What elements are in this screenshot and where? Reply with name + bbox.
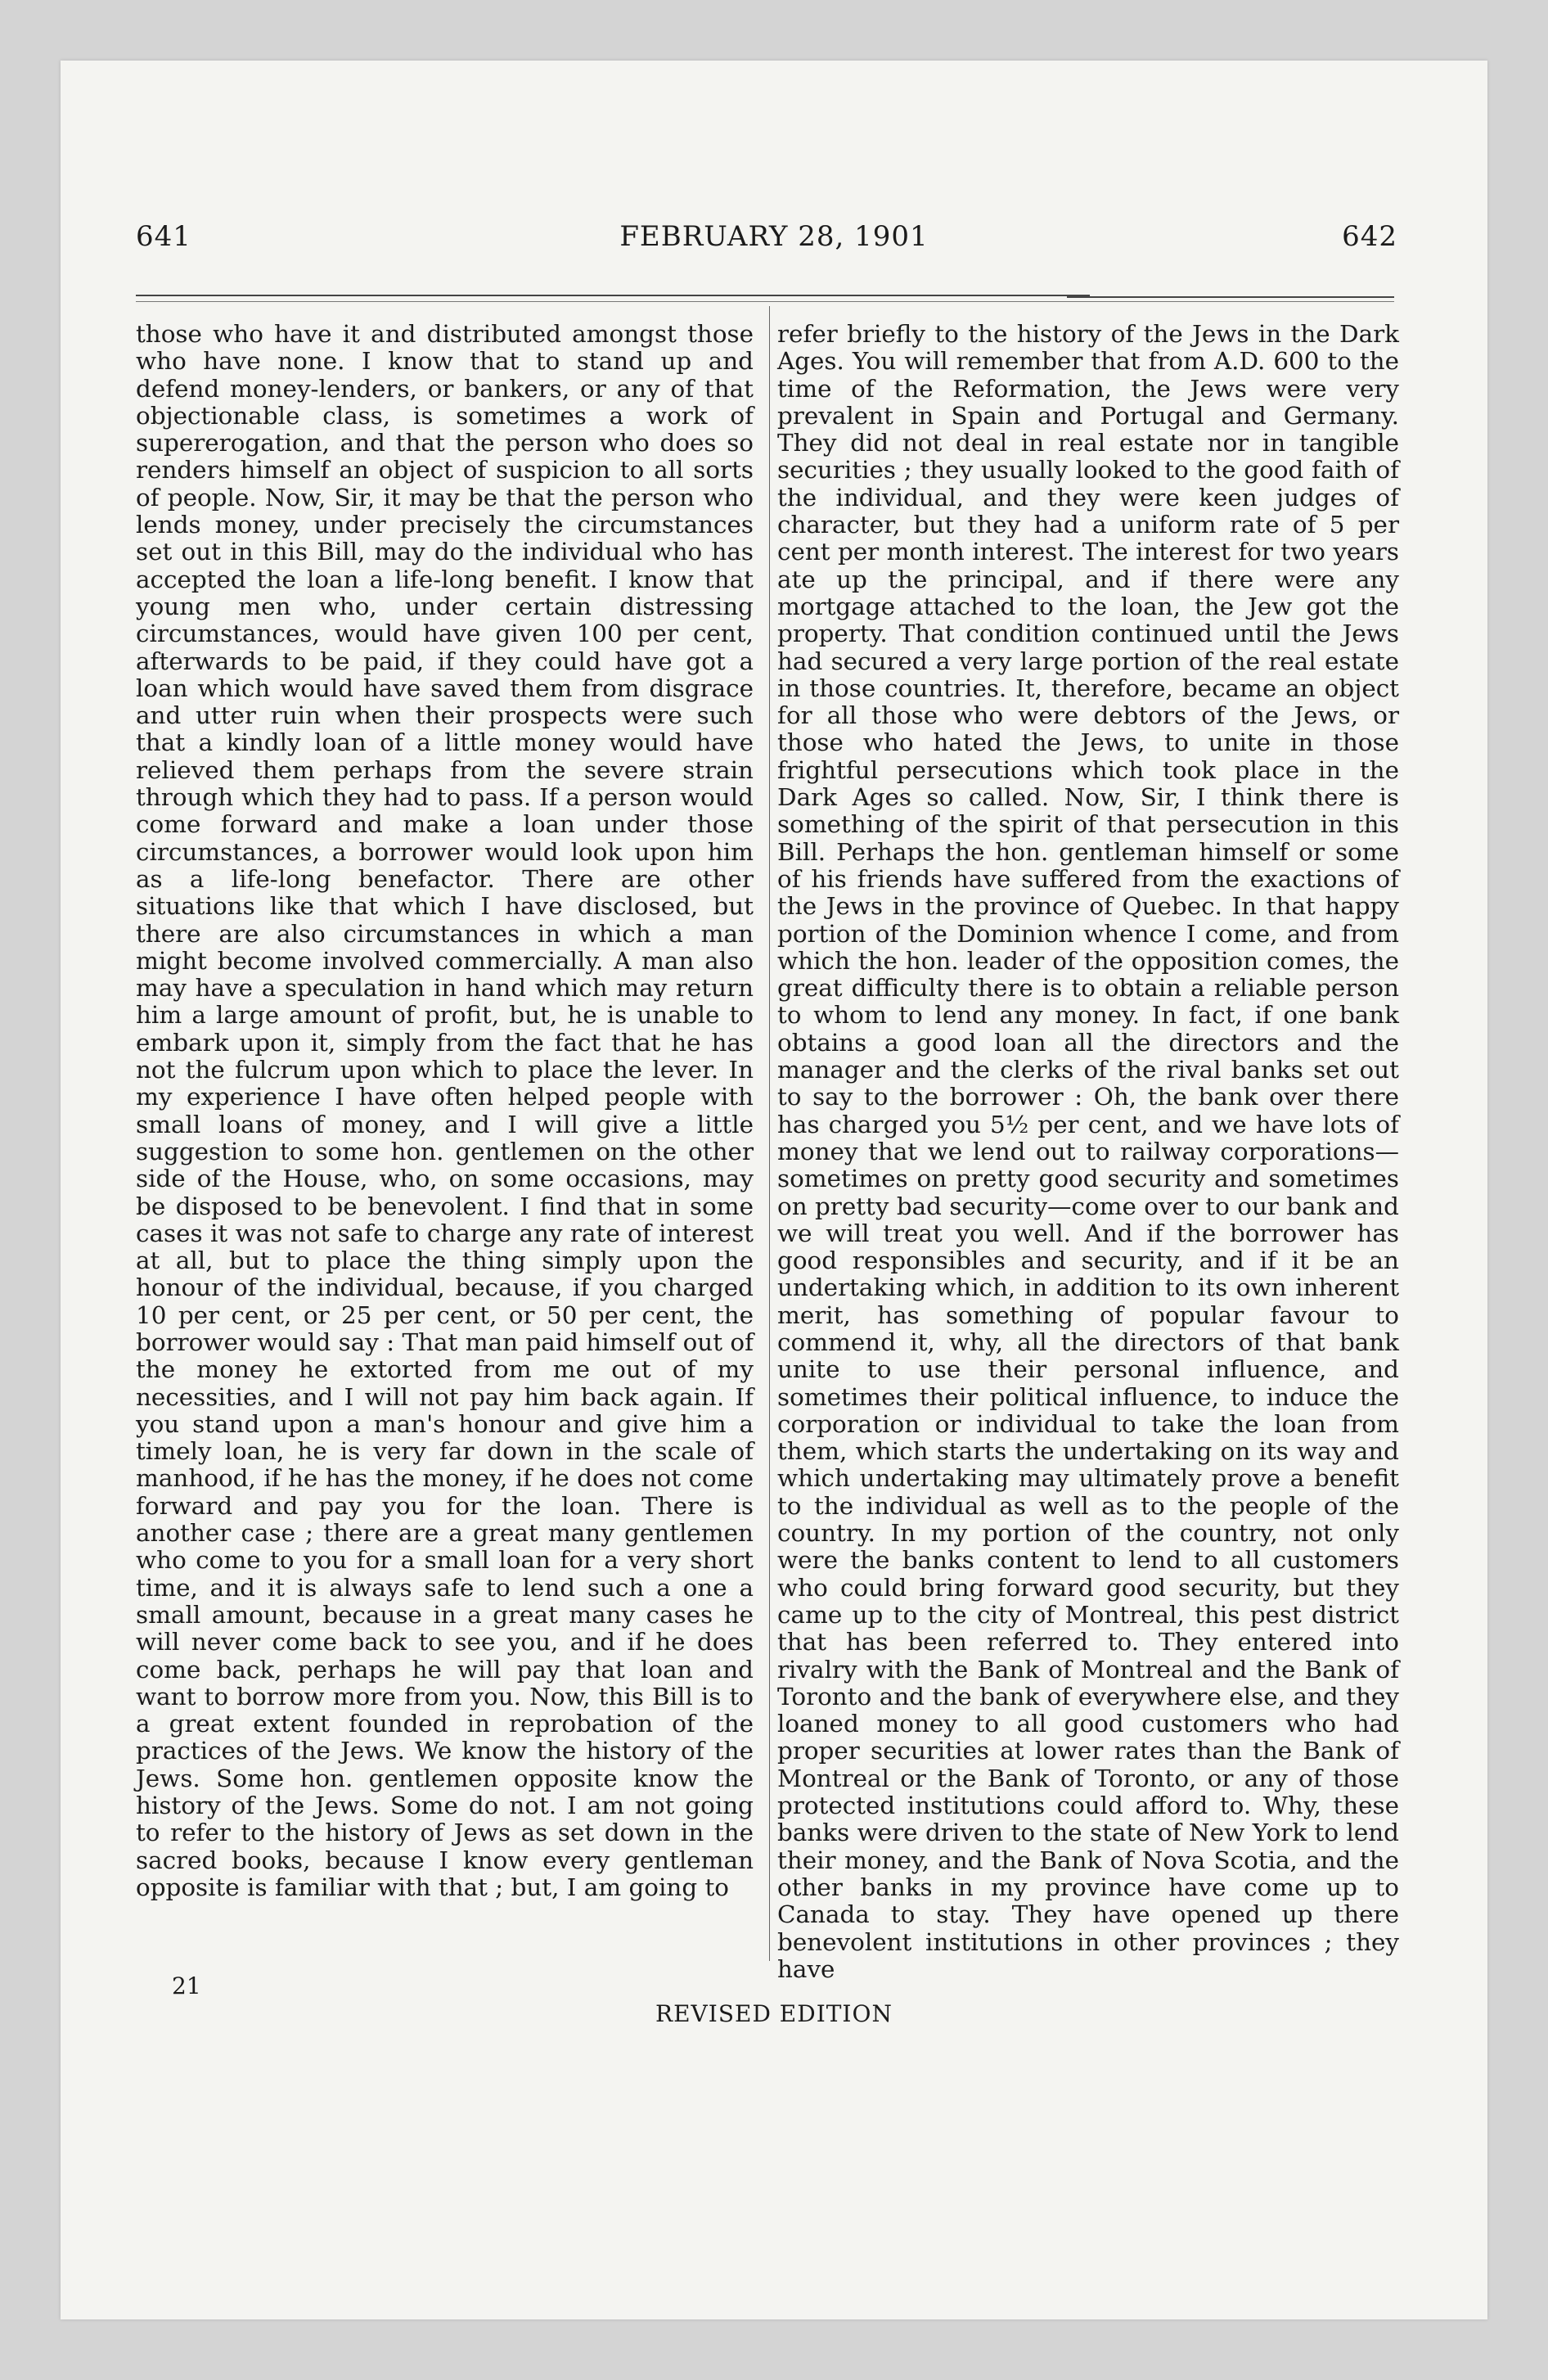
left-column-text: those who have it and distributed amongst those who have none. I know that to stand up and defend money-lenders, or bankers, or any of that objectionable class, is sometimes a work of supererogation, and that the person who does so renders himself an object of suspicion to all sorts of people. Now, Sir, it may be that the person who lends money, under precisely the circumstances set out in this Bill, may do the individual who has accepted the loan a life-long benefit. I know that young men who, under certain distressing circumstances, would have given 100 per cent, afterwards to be paid, if they could have got a loan which would have saved them from disgrace and utter ruin when their prospects were such that a kindly loan of a little money would have relieved them perhaps from the severe strain through which they had to pass. If a person would come forward and make a loan under those circumstances, a borrower would look upon him as a life-long benefactor. There are other situations like that which I have disclosed, but there are also circumstances in which a man might become involved commercially. A man also may have a speculation in hand which may return him a large amount of profit, but, he is unable to embark upon it, simply from the fact that he has not the fulcrum upon which to place the lever. In my experience I have often helped people with small loans of money, and I will give a little suggestion to some hon. gentlemen on the other side of the House, who, on some occasions, may be disposed to be benevolent. I find that in some cases it was not safe to charge any rate of interest at all, but to place the thing simply upon the honour of the individual, because, if you charged 10 per cent, or 25 per cent, or 50 per cent, the borrower would say : That man paid himself out of the money he extorted from me out of my necessities, and I will not pay him back again. If you stand upon a man's honour and give him a timely loan, he is very far down in the scale of manhood, if he has the money, if he does not come forward and pay you for the loan. There is another case ; there are a great many gentlemen who come to you for a small loan for a very short time, and it is always safe to lend such a one a small amount, because in a great many cases he will never come back to see you, and if he does come back, perhaps he will pay that loan and want to borrow more from you. Now, this Bill is to a great extent founded in reprobation of the practices of the Jews. We know the history of the Jews. Some hon. gentlemen opposite know the history of the Jews. Some do not. I am not going to refer to the history of Jews as set down in the sacred books, because I know every gentleman opposite is familiar with that ; but, I am going to [136,320,754,1901]
right-column-text: refer briefly to the history of the Jews in the Dark Ages. You will remember that from A.D. 600 to the time of the Reformation, the Jews were very prevalent in Spain and Portugal and Germany. They did not deal in real estate nor in tangible securities ; they usually looked to the good faith of the individual, and they were keen judges of character, but they had a uniform rate of 5 per cent per month interest. The interest for two years ate up the principal, and if there were any mortgage attached to the loan, the Jew got the property. That condition continued until the Jews had secured a very large portion of the real estate in those countries. It, therefore, became an object for all those who were debtors of the Jews, or those who hated the Jews, to unite in those frightful persecutions which took place in the Dark Ages so called. Now, Sir, I think there is something of the spirit of that persecution in this Bill. Perhaps the hon. gentleman himself or some of his friends have suffered from the exactions of the Jews in the province of Quebec. In that happy portion of the Dominion whence I come, and from which the hon. leader of the opposition comes, the great difficulty there is to obtain a reliable person to whom to lend any money. In fact, if one bank obtains a good loan all the directors and the manager and the clerks of the rival banks set out to say to the borrower : Oh, the bank over there has charged you 5½ per cent, and we have lots of money that we lend out to railway corporations—sometimes on pretty good security and sometimes on pretty bad security—come over to our bank and we will treat you well. And if the borrower has good responsibles and security, and if it be an undertaking which, in addition to its own inherent merit, has something of popular favour to commend it, why, all the directors of that bank unite to use their personal influence, and sometimes their political influence, to induce the corporation or individual to take the loan from them, which starts the undertaking on its way and which undertaking may ultimately prove a benefit to the individual as well as to the people of the country. In my portion of the country, not only were the banks content to lend to all customers who could bring forward good security, but they came up to the city of Montreal, this pest district that has been referred to. They entered into rivalry with the Bank of Montreal and the Bank of Toronto and the bank of everywhere else, and they loaned money to all good customers who had proper securities at lower rates than the Bank of Montreal or the Bank of Toronto, or any of those protected institutions could afford to. Why, these banks were driven to the state of New York to lend their money, and the Bank of Nova Scotia, and the other banks in my province have come up to Canada to stay. They have opened up there benevolent institutions in other provinces ; they have [777,320,1399,1983]
header-date: FEBRUARY 28, 1901 [619,220,929,253]
header-rule-thin [136,301,1394,302]
header-rule-segment [1067,296,1394,298]
document-page [61,61,1487,2319]
page-header [61,220,1487,261]
signature-mark: 21 [172,1972,201,1999]
footer-edition: REVISED EDITION [655,2000,893,2027]
left-column [136,321,754,1961]
header-rule [136,295,1090,296]
page-number-left: 641 [136,220,191,253]
right-column [777,320,1399,1983]
column-divider [769,306,770,1961]
page-number-right: 642 [1342,220,1397,253]
